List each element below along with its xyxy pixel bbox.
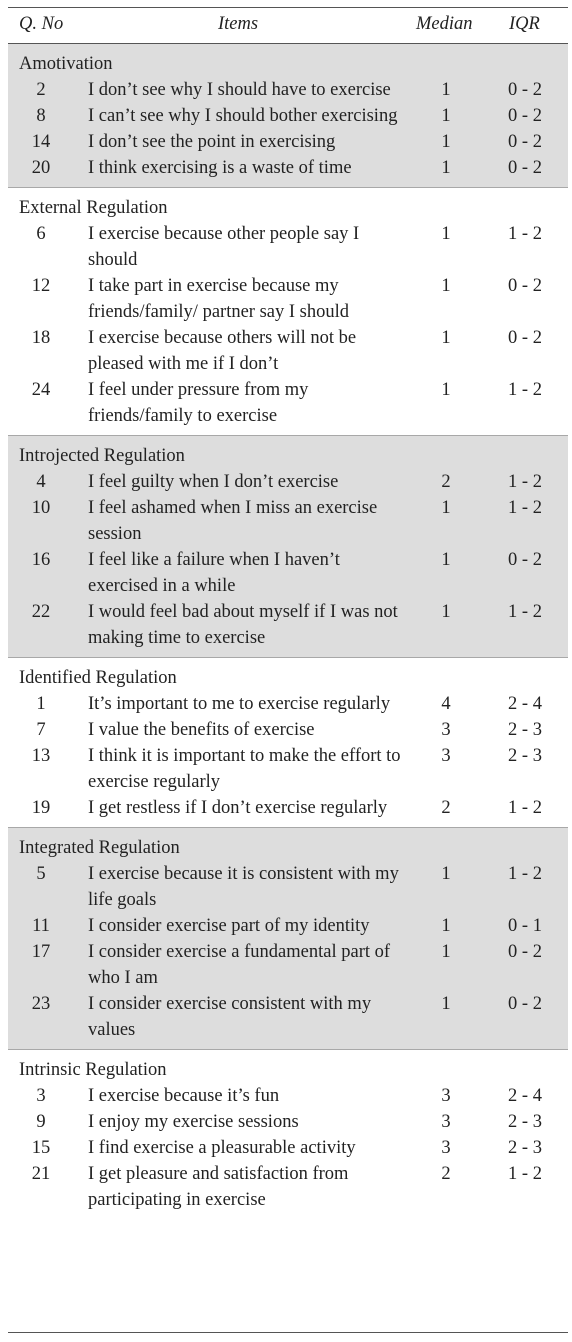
item-cell: I take part in exercise because my friends/family/ partner say I should [88, 276, 349, 322]
table-section [8, 657, 568, 827]
iqr-cell: 1 - 2 [508, 864, 542, 884]
median-cell: 1 [441, 106, 451, 126]
table-row [8, 861, 568, 913]
qno-cell: 18 [31, 328, 51, 348]
iqr-cell: 0 - 2 [508, 550, 542, 570]
median-cell: 3 [441, 1086, 451, 1106]
qno-cell: 5 [36, 864, 46, 884]
column-header-qno: Q. No [19, 14, 64, 34]
median-cell: 1 [441, 864, 451, 884]
qno-cell: 7 [36, 720, 46, 740]
median-cell: 1 [441, 498, 451, 518]
table-section [8, 435, 568, 657]
median-cell: 1 [441, 916, 451, 936]
iqr-cell: 1 - 2 [508, 498, 542, 518]
table-row [8, 991, 568, 1043]
table-section [8, 44, 568, 187]
item-cell: I consider exercise a fundamental part of who I am [88, 942, 391, 988]
median-cell: 1 [441, 942, 451, 962]
table-row [8, 691, 568, 717]
table-section [8, 187, 568, 435]
table-row [8, 469, 568, 495]
median-cell: 1 [441, 80, 451, 100]
qno-cell: 1 [36, 694, 46, 714]
median-cell: 3 [441, 720, 451, 740]
table-row [8, 743, 568, 795]
table-row [8, 221, 568, 273]
item-cell: I exercise because other people say I should [88, 224, 360, 270]
median-cell: 1 [441, 550, 451, 570]
column-header-iqr: IQR [509, 14, 540, 34]
table-row [8, 77, 568, 103]
qno-cell: 22 [31, 602, 51, 622]
table-body [8, 44, 568, 1219]
item-cell: I get restless if I don’t exercise regularly [88, 798, 388, 818]
table-row [8, 325, 568, 377]
iqr-cell: 1 - 2 [508, 602, 542, 622]
median-cell: 1 [441, 380, 451, 400]
qno-cell: 10 [31, 498, 51, 518]
table-row [8, 129, 568, 155]
median-cell: 1 [441, 602, 451, 622]
item-cell: I consider exercise part of my identity [88, 916, 370, 936]
item-cell: I exercise because others will not be pleased with me if I don’t [88, 328, 357, 374]
item-cell: I value the benefits of exercise [88, 720, 315, 740]
qno-cell: 20 [31, 158, 51, 178]
item-cell: I exercise because it is consistent with my life goals [88, 864, 399, 910]
table-row [8, 1109, 568, 1135]
iqr-cell: 2 - 3 [508, 1112, 542, 1132]
qno-cell: 3 [36, 1086, 46, 1106]
table-row [8, 495, 568, 547]
iqr-cell: 0 - 2 [508, 328, 542, 348]
item-cell: I enjoy my exercise sessions [88, 1112, 299, 1132]
qno-cell: 21 [31, 1164, 51, 1184]
iqr-cell: 0 - 2 [508, 276, 542, 296]
item-cell: I feel ashamed when I miss an exercise session [88, 498, 378, 544]
iqr-cell: 1 - 2 [508, 1164, 542, 1184]
section-title: Intrinsic Regulation [19, 1060, 167, 1080]
qno-cell: 17 [31, 942, 51, 962]
table-top-rule [8, 7, 568, 8]
iqr-cell: 0 - 2 [508, 132, 542, 152]
item-cell: I get pleasure and satisfaction from participating in exercise [88, 1164, 349, 1210]
iqr-cell: 0 - 2 [508, 942, 542, 962]
iqr-cell: 0 - 2 [508, 80, 542, 100]
iqr-cell: 2 - 3 [508, 1138, 542, 1158]
table-row [8, 939, 568, 991]
column-header-median: Median [416, 14, 473, 34]
table-section [8, 1049, 568, 1219]
iqr-cell: 1 - 2 [508, 224, 542, 244]
iqr-cell: 2 - 3 [508, 746, 542, 766]
item-cell: I feel guilty when I don’t exercise [88, 472, 339, 492]
qno-cell: 4 [36, 472, 46, 492]
item-cell: I don’t see why I should have to exercise [88, 80, 391, 100]
qno-cell: 13 [31, 746, 51, 766]
qno-cell: 24 [31, 380, 51, 400]
table-row [8, 795, 568, 821]
qno-cell: 6 [36, 224, 46, 244]
section-title: Introjected Regulation [19, 446, 185, 466]
item-cell: I think it is important to make the effort to exercise regularly [88, 746, 401, 792]
iqr-cell: 2 - 4 [508, 694, 542, 714]
item-cell: I feel like a failure when I haven’t exercised in a while [88, 550, 340, 596]
section-title: External Regulation [19, 198, 168, 218]
item-cell: I feel under pressure from my friends/family to exercise [88, 380, 309, 426]
qno-cell: 12 [31, 276, 51, 296]
item-cell: I would feel bad about myself if I was not making time to exercise [88, 602, 398, 648]
item-cell: I think exercising is a waste of time [88, 158, 352, 178]
median-cell: 1 [441, 994, 451, 1014]
table-row [8, 717, 568, 743]
table-row [8, 599, 568, 651]
median-cell: 1 [441, 276, 451, 296]
table-row [8, 913, 568, 939]
table-section [8, 827, 568, 1049]
iqr-cell: 1 - 2 [508, 472, 542, 492]
qno-cell: 9 [36, 1112, 46, 1132]
iqr-cell: 0 - 1 [508, 916, 542, 936]
section-title: Identified Regulation [19, 668, 177, 688]
iqr-cell: 2 - 3 [508, 720, 542, 740]
table-row [8, 377, 568, 429]
item-cell: I don’t see the point in exercising [88, 132, 336, 152]
median-cell: 1 [441, 328, 451, 348]
section-title: Integrated Regulation [19, 838, 180, 858]
qno-cell: 2 [36, 80, 46, 100]
iqr-cell: 1 - 2 [508, 380, 542, 400]
table-row [8, 273, 568, 325]
table-row [8, 1135, 568, 1161]
item-cell: I consider exercise consistent with my values [88, 994, 372, 1040]
table-row [8, 103, 568, 129]
median-cell: 2 [441, 1164, 451, 1184]
median-cell: 1 [441, 158, 451, 178]
qno-cell: 11 [32, 916, 50, 936]
median-cell: 3 [441, 746, 451, 766]
qno-cell: 14 [31, 132, 51, 152]
qno-cell: 15 [31, 1138, 51, 1158]
iqr-cell: 2 - 4 [508, 1086, 542, 1106]
table-bottom-rule [8, 1332, 568, 1333]
median-cell: 3 [441, 1138, 451, 1158]
iqr-cell: 0 - 2 [508, 994, 542, 1014]
median-cell: 2 [441, 472, 451, 492]
median-cell: 2 [441, 798, 451, 818]
iqr-cell: 0 - 2 [508, 106, 542, 126]
qno-cell: 8 [36, 106, 46, 126]
qno-cell: 23 [31, 994, 51, 1014]
table-row [8, 547, 568, 599]
iqr-cell: 0 - 2 [508, 158, 542, 178]
qno-cell: 16 [31, 550, 51, 570]
item-cell: I can’t see why I should bother exercising [88, 106, 398, 126]
table-row [8, 155, 568, 181]
table-row [8, 1161, 568, 1213]
item-cell: I find exercise a pleasurable activity [88, 1138, 356, 1158]
column-header-items: Items [218, 14, 259, 34]
median-cell: 1 [441, 132, 451, 152]
item-cell: I exercise because it’s fun [88, 1086, 280, 1106]
qno-cell: 19 [31, 798, 51, 818]
median-cell: 3 [441, 1112, 451, 1132]
median-cell: 4 [441, 694, 451, 714]
item-cell: It’s important to me to exercise regularly [88, 694, 391, 714]
median-cell: 1 [441, 224, 451, 244]
section-title: Amotivation [19, 54, 113, 74]
table-row [8, 1083, 568, 1109]
iqr-cell: 1 - 2 [508, 798, 542, 818]
